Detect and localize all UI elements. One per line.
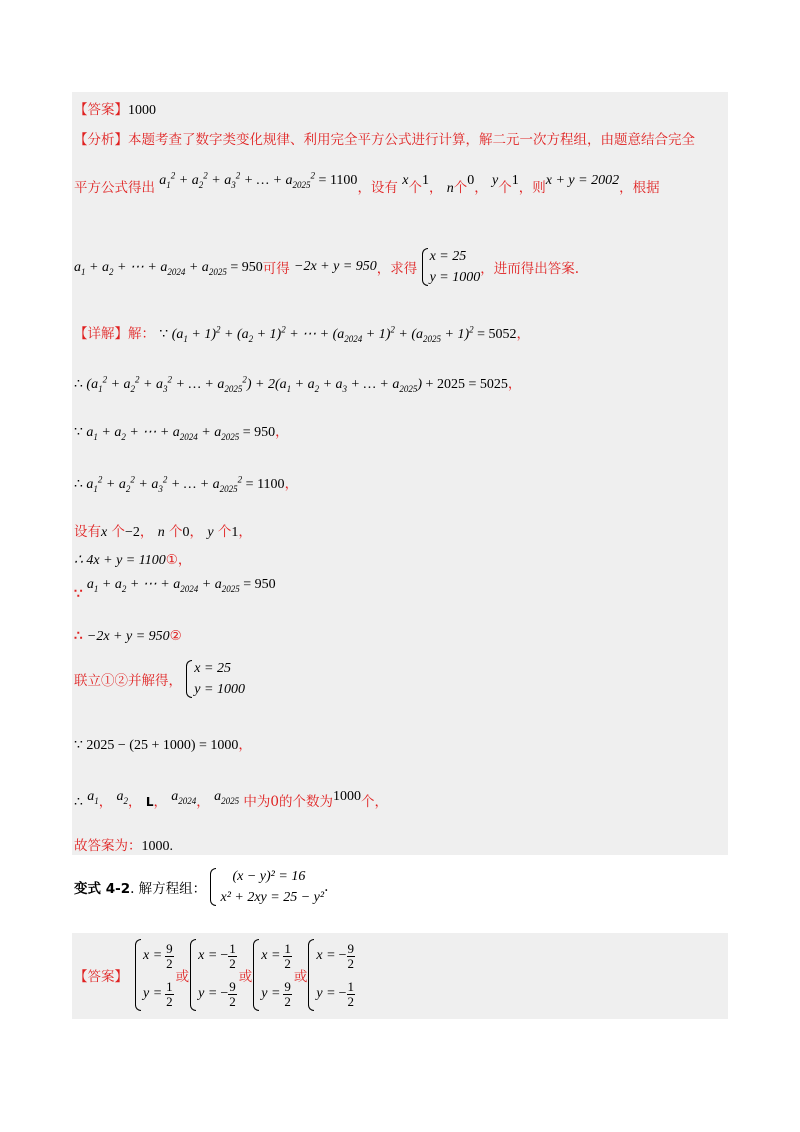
sol4-x-sign: − (338, 948, 347, 963)
seq-a2: $a_2$ (116, 789, 129, 806)
sol1-y-num: 1 (166, 978, 173, 994)
sol2-y-den: 2 (229, 993, 236, 1009)
variant-eq1: (x − y)² = 16 (232, 869, 306, 884)
sol2-y-sign: − (220, 986, 229, 1001)
detail-label: 【详解】 (74, 326, 128, 342)
text-genju: ，根据 (619, 180, 660, 196)
text-kede: 可得 (262, 261, 290, 277)
solution-system-3: x = $\frac{1}{2}$ y = $\frac{9}{2}$ (252, 937, 292, 1013)
detail-eq3: ∵ $a_1 + a_2$ + ⋯ + $a_{2024} + a_{2025} = 950$ (74, 425, 276, 442)
detail-l5-y: y (207, 525, 214, 540)
detail-line10: ∵ 2025 − (25 + 1000) = 1000， (74, 737, 252, 753)
sum-squares-expr: $a_1^2 + a_2^2 + a_3^2$ + … + $a_{2025}^2 = 1100$ (159, 170, 358, 190)
variant-system (210, 866, 324, 908)
text-ge-1: 个 (408, 180, 422, 196)
sol4-x-den: 2 (347, 955, 354, 971)
answer2-line (74, 936, 357, 1014)
sum-rhs: = 950 (230, 259, 263, 275)
sol3-x-den: 2 (284, 955, 291, 971)
eq-kede: −2x + y = 950 (294, 259, 377, 274)
eq-xy: x + y = 2002 (545, 173, 620, 188)
var-y: y (492, 173, 499, 188)
detail-l12-val: 1000 (141, 839, 170, 854)
analysis-text2-mid: ，设有 (357, 180, 398, 196)
detail-l5-v2: 0 (182, 525, 190, 540)
sol1-x-den: 2 (166, 955, 173, 971)
detail-l5-text1: 设有 (74, 524, 101, 540)
sol3-y-den: 2 (284, 993, 291, 1009)
variant-eq2: x² + 2xy = 25 − y² (220, 890, 325, 905)
variant-text: . 解方程组： (130, 881, 207, 897)
or-3: 或 (293, 969, 308, 985)
sum-squares-rhs: = 1100 (318, 173, 358, 188)
detail-line11: ∴ $a_1$， $a_2$， L， $a_{2024}$， $a_{2025}$ 中为0的个数为1000个， (74, 789, 388, 810)
analysis-line3 (74, 246, 579, 288)
sol1-x-num: 9 (166, 940, 173, 956)
detail-eq6: ∴ 4x + y = 1100 (74, 553, 166, 568)
or-2: 或 (238, 969, 253, 985)
detail-line7 (74, 576, 276, 602)
detail-solution-system (186, 658, 245, 700)
detail-eq4: ∴ $a_1^2 + a_2^2 + a_3^2$ + … + $a_{2025}^2 = 1100$ (74, 474, 285, 494)
sol4-y-sign: − (338, 986, 347, 1001)
sol3-y-num: 9 (284, 978, 291, 994)
solution-system-1: x = $\frac{9}{2}$ y = $\frac{1}{2}$ (134, 937, 174, 1013)
detail-eq2-rhs: + 2025 = 5025 (425, 377, 508, 392)
detail-line2: ∴ ($a_1^2 + a_2^2 + a_3^2$ + … + $a_{2025}^2) + 2(a_1 + a_2 + a_3$ + … + $a_{2025}) + 2025 = 5025$， (74, 374, 522, 394)
detail-line3: ∵ $a_1 + a_2$ + ⋯ + $a_{2024} + a_{2025} = 950$， (74, 424, 289, 442)
detail-eq1: ∵ $(a_1 + 1)^2 + (a_2 + 1)^2$ + ⋯ + $(a_{2024} + 1)^2 + (a_{2025} + 1)^2 = 5052$ (159, 324, 517, 344)
seq-a1: $a_1$ (87, 789, 99, 806)
text-ze: ，则 (518, 180, 546, 196)
detail-eq1-rhs: = 5052 (477, 327, 517, 342)
text-ge-3: 个 (498, 180, 512, 196)
detail-sys-y: y = 1000 (194, 682, 245, 697)
sol2-x-num: 1 (229, 940, 236, 956)
val-1b: 1 (511, 173, 519, 188)
detail-line5: 设有x 个−2， n 个0， y 个1， (74, 524, 252, 540)
sol3-x-num: 1 (284, 940, 291, 956)
detail-line8 (74, 628, 182, 645)
val-0: 0 (467, 173, 475, 188)
detail-line1: 【详解】解： ∵ $(a_1 + 1)^2 + (a_2 + 1)^2$ + ⋯ + $(a_{2024} + 1)^2 + (a_{2025} + 1)^2 = 5052$， (74, 324, 531, 344)
detail-eq3-rhs: = 950 (242, 425, 276, 440)
analysis-label: 【分析】 (74, 132, 128, 148)
seq-a2025: $a_{2025}$ (214, 789, 240, 806)
detail-jie: 解： (128, 326, 155, 342)
sol2-x-den: 2 (229, 955, 236, 971)
detail-l11-val: 1000 (332, 789, 361, 804)
text-comma-1: ， (428, 180, 443, 196)
sol4-y-frac (347, 980, 356, 1009)
solution-system-2: x = − $\frac{1}{2}$ y = − $\frac{9}{2}$ (189, 937, 237, 1013)
analysis-text2-prefix: 平方公式得出 (74, 180, 155, 196)
seq-a2024: $a_{2024}$ (171, 789, 197, 806)
sol2-y-frac (228, 980, 237, 1009)
answer1-line (74, 98, 156, 119)
analysis-text1: 本题考查了数字类变化规律、利用完全平方公式进行计算，解二元一次方程组，由题意结合完全 (128, 132, 695, 148)
var-n: n (446, 181, 454, 196)
analysis-line1 (74, 128, 695, 148)
detail-line6: ∴ 4x + y = 1100①， (74, 552, 192, 568)
sum-expr: $a_1 + a_2$ + ⋯ + $a_{2024} + a_{2025} = 950$ (74, 259, 263, 277)
detail-line12: 故答案为：1000. (74, 838, 173, 854)
sol4-x-frac (347, 942, 356, 971)
or-1: 或 (175, 969, 190, 985)
var-x: x (402, 173, 409, 188)
analysis-sys-x: x = 25 (429, 249, 467, 264)
circle-1: ① (165, 552, 178, 568)
detail-line4: ∴ $a_1^2 + a_2^2 + a_3^2$ + … + $a_{2025}^2 = 1100$， (74, 474, 299, 494)
text-comma-2: ， (474, 180, 488, 196)
answer1-value: 1000 (128, 103, 156, 118)
val-1: 1 (421, 173, 429, 188)
detail-eq7: $a_1 + a_2$ + ⋯ + $a_{2024} + a_{2025} = 950$ (86, 577, 276, 594)
detail-line9 (74, 658, 245, 700)
variant-label: 变式 4-2 (74, 881, 131, 897)
answer1-label: 【答案】 (74, 102, 128, 118)
text-qiude: ，求得 (376, 261, 418, 277)
text-ge-2: 个 (453, 180, 468, 196)
analysis-text-end: ，进而得出答案. (480, 261, 580, 277)
therefore-symbol-2: ∴ (74, 795, 83, 810)
sol1-x-frac (165, 942, 174, 971)
sol4-x-num: 9 (347, 940, 354, 956)
variant-line (74, 866, 328, 908)
sol4-y-num: 1 (347, 978, 354, 994)
circle-2: ② (169, 628, 182, 644)
detail-l5-ge2: 个 (169, 524, 183, 540)
variant-period: . (324, 879, 329, 895)
detail-l5-n: n (157, 525, 165, 540)
sol1-y-den: 2 (166, 993, 173, 1009)
detail-eq4-rhs: = 1100 (245, 477, 285, 492)
sol2-x-frac (228, 942, 237, 971)
sol2-x-sign: − (220, 948, 229, 963)
seq-ellipsis-L: L (145, 795, 154, 809)
detail-l5-v1: −2 (125, 525, 140, 540)
detail-l11-text: 中为0的个数为 (243, 794, 333, 810)
analysis-sys-y: y = 1000 (429, 270, 481, 285)
sol3-x-frac (283, 942, 292, 971)
detail-l5-x: x (101, 525, 108, 540)
detail-l11-unit: 个， (360, 794, 388, 810)
detail-l9-text: 联立①②并解得， (74, 673, 182, 689)
detail-sys-x: x = 25 (194, 661, 231, 676)
detail-l5-v3: 1 (231, 525, 239, 540)
answer2-label: 【答案】 (74, 969, 128, 985)
sol4-y-den: 2 (347, 993, 354, 1009)
sol3-y-frac (283, 980, 292, 1009)
analysis-solution-system (422, 246, 481, 288)
sol1-y-frac (165, 980, 174, 1009)
detail-eq2: ∴ ($a_1^2 + a_2^2 + a_3^2$ + … + $a_{2025}^2) + 2(a_1 + a_2 + a_3$ + … + $a_{2025}) + 2025 = 5025$ (74, 374, 508, 394)
sol2-y-num: 9 (229, 978, 236, 994)
analysis-line2 (74, 170, 660, 197)
detail-eq10: ∵ 2025 − (25 + 1000) = 1000 (74, 738, 239, 753)
detail-l5-ge3: 个 (217, 524, 232, 540)
detail-eq8: −2x + y = 950 (86, 629, 170, 644)
detail-l5-ge1: 个 (111, 524, 126, 540)
solution-system-4: x = − $\frac{9}{2}$ y = − $\frac{1}{2}$ (307, 937, 355, 1013)
because-symbol: ∵ (74, 586, 83, 602)
therefore-symbol: ∴ (74, 628, 83, 644)
detail-l12-text: 故答案为： (74, 838, 142, 854)
detail-eq7-rhs: = 950 (243, 577, 276, 592)
